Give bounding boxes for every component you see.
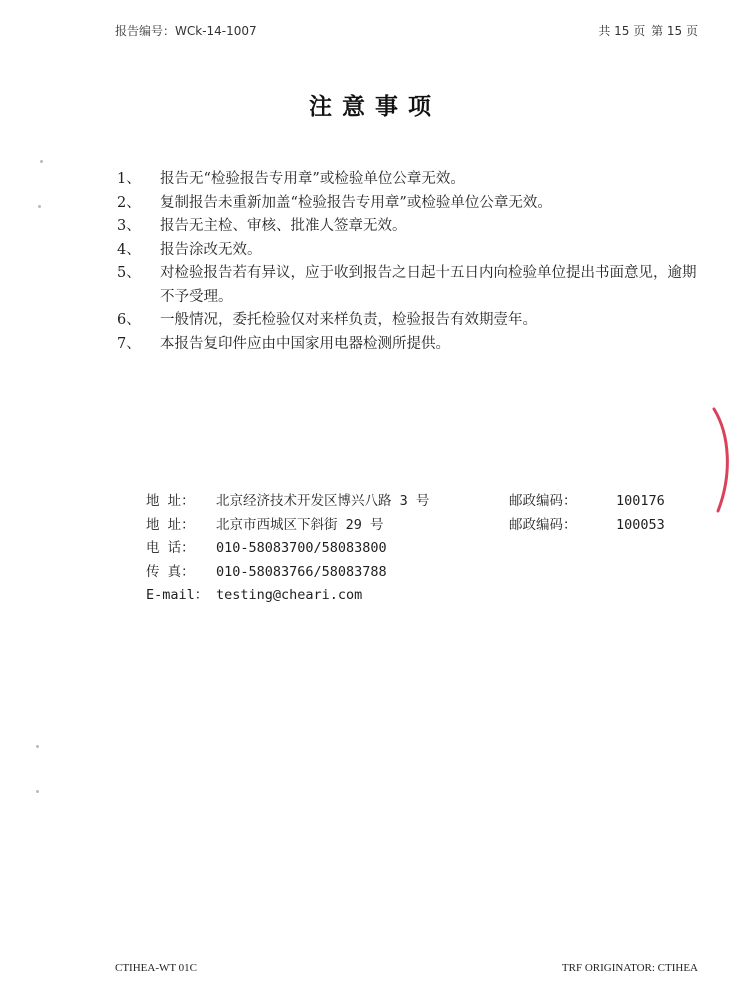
zip-value: 100053 [616,516,665,533]
notice-text: 本报告复印件应由中国家用电器检测所提供。 [160,335,450,352]
report-number: 报告编号：WCk-14-1007 [115,24,257,38]
address-row-1 [146,490,706,514]
notice-text: 报告无主检、审核、批准人签章无效。 [160,218,407,234]
notice-number: 6、 [117,312,141,328]
address-label: 地 址： [146,493,195,509]
notice-number: 5、 [117,265,141,281]
zip-label: 邮政编码： [509,493,577,509]
notice-list [117,168,697,356]
notice-text: 对检验报告若有异议，应于收到报告之日起十五日内向检验单位提出书面意见，逾期不予受理。 [160,265,697,305]
current-page: 第 15 页 [651,24,698,38]
zip-value: 100176 [616,493,665,509]
trf-originator: TRF ORIGINATOR: CTIHEA [561,962,698,974]
email-row [146,584,706,608]
zip-label: 邮政编码： [509,516,577,533]
address-value: 北京经济技术开发区博兴八路 3 号 [216,493,430,509]
notice-item [117,309,697,333]
scan-speck [38,205,41,208]
fax-value: 010-58083766/58083788 [216,563,387,580]
scan-speck [36,745,39,748]
form-code: CTIHEA-WT 01C [115,962,197,974]
address-row-2 [146,514,706,538]
notice-item [117,215,697,239]
address-label: 地 址： [146,516,195,533]
notice-item [117,168,697,192]
notice-item [117,333,697,357]
address-value: 北京市西城区下斜街 29 号 [216,516,384,533]
notice-number: 3、 [117,218,141,234]
notice-text: 一般情况，委托检验仅对来样负责，检验报告有效期壹年。 [160,312,537,328]
notice-number: 2、 [117,194,141,211]
notice-number: 7、 [117,335,141,352]
notice-number: 1、 [117,171,141,187]
phone-row [146,537,706,561]
fax-label: 传 真： [146,563,195,580]
notice-text: 报告涂改无效。 [160,241,262,258]
total-pages: 共 15 页 [598,24,646,38]
notice-text: 报告无“检验报告专用章”或检验单位公章无效。 [160,171,465,187]
email-label: E-mail： [146,587,209,603]
phone-value: 010-58083700/58083800 [216,540,387,556]
page-indicator [596,22,698,39]
notice-item [117,262,697,309]
page-title: 注意事项 [309,93,441,120]
notice-text: 复制报告未重新加盖“检验报告专用章”或检验单位公章无效。 [160,194,552,211]
notice-item [117,192,697,216]
contact-block [146,490,706,608]
fax-row [146,561,706,585]
notice-item [117,239,697,263]
red-stamp-edge-icon [700,405,740,515]
email-value[interactable]: testing@cheari.com [216,587,363,603]
scan-speck [40,160,43,163]
scan-speck [36,790,39,793]
phone-label: 电 话： [146,540,195,556]
notice-number: 4、 [117,241,141,258]
